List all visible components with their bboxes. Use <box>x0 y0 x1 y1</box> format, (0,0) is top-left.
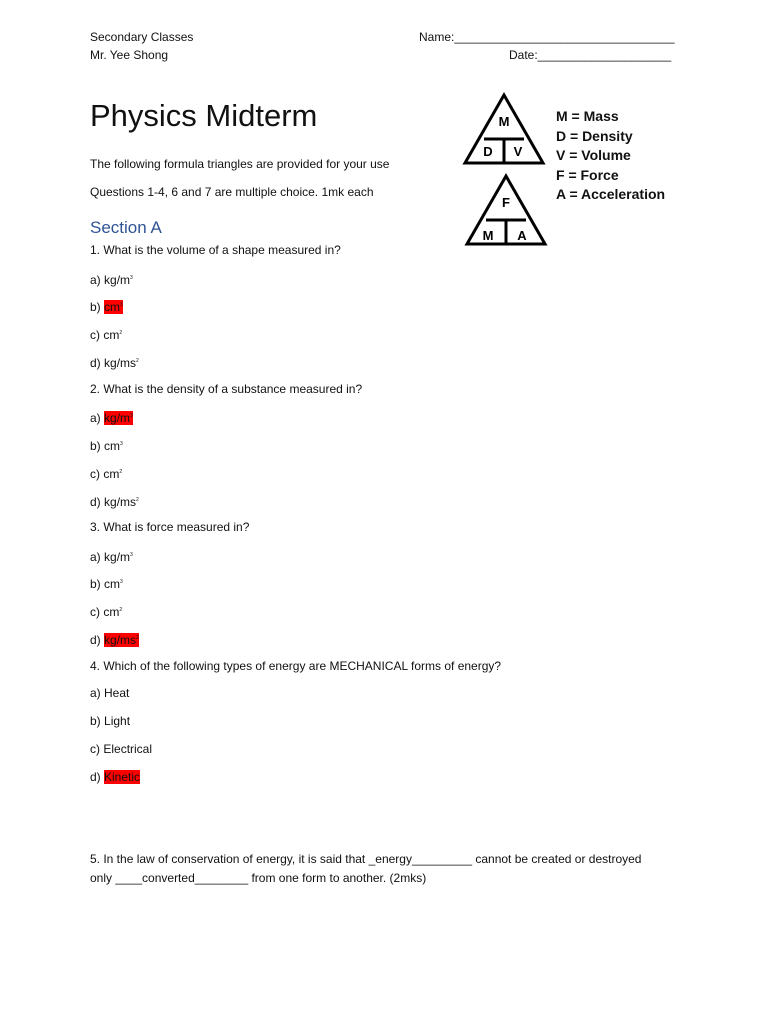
option-exponent: 2 <box>136 358 139 364</box>
question-1-option-c <box>90 325 122 344</box>
option-answer: kg/m <box>104 411 131 425</box>
legend-density: D = Density <box>556 127 633 144</box>
highlighted-answer <box>104 633 139 647</box>
question-1-option-b <box>90 297 123 316</box>
option-exponent: 3 <box>120 441 123 447</box>
option-answer: cm <box>104 439 121 453</box>
question-4-option-b <box>90 713 130 730</box>
option-answer: kg/m <box>104 550 131 564</box>
question-3-option-c <box>90 602 122 621</box>
question-3-option-d <box>90 630 139 649</box>
name-field-label: Name:_________________________________ <box>419 30 675 44</box>
option-prefix: a) <box>90 411 101 425</box>
question-4-text: 4. Which of the following types of energy are MECHANICAL forms of energy? <box>90 659 502 673</box>
density-formula-triangle <box>462 92 546 166</box>
option-exponent: 2 <box>136 635 139 641</box>
intro-line-formula: The following formula triangles are provided for your use <box>90 157 390 171</box>
legend-acceleration: A = Acceleration <box>556 186 666 202</box>
question-3-option-a <box>90 547 133 566</box>
question-4-option-c <box>90 741 152 758</box>
option-prefix: c) <box>90 742 100 756</box>
triangle-left-label: D <box>483 144 493 159</box>
option-exponent: 2 <box>119 607 123 613</box>
school-name: Secondary Classes <box>90 30 194 44</box>
option-answer: cm <box>103 467 120 481</box>
question-2-text: 2. What is the density of a substance measured in? <box>90 382 363 396</box>
legend-volume: V = Volume <box>556 147 631 163</box>
option-prefix: b) <box>90 300 101 314</box>
option-exponent: 2 <box>119 469 123 475</box>
option-prefix: d) <box>90 356 101 370</box>
triangle-left-label: M <box>482 228 494 243</box>
option-answer: kg/ms <box>104 356 137 370</box>
question-1-option-a <box>90 270 133 289</box>
option-prefix: a) <box>90 273 101 287</box>
option-exponent: 2 <box>119 330 123 336</box>
page-title: Physics Midterm <box>90 98 318 133</box>
option-prefix: c) <box>90 605 100 619</box>
legend-force: F = Force <box>556 166 619 183</box>
question-5-line-2: only ____converted________ from one form to another. (2mks) <box>90 871 427 885</box>
question-2-option-d <box>90 492 139 511</box>
intro-line-instructions: Questions 1-4, 6 and 7 are multiple choice. 1mk each <box>90 185 374 199</box>
option-prefix: b) <box>90 577 101 591</box>
highlighted-answer <box>104 300 123 314</box>
question-3-option-b <box>90 574 123 593</box>
option-prefix: a) <box>90 686 101 700</box>
option-answer: cm <box>103 605 120 619</box>
triangle-right-label: V <box>513 144 523 159</box>
option-prefix: b) <box>90 439 101 453</box>
option-exponent: 3 <box>130 552 133 558</box>
question-5-line-1: 5. In the law of conservation of energy, it is said that _energy_________ cannot be created or destroyed <box>90 852 642 866</box>
option-answer: Electrical <box>103 742 153 756</box>
question-4-option-a <box>90 685 129 702</box>
option-answer: Kinetic <box>104 770 141 784</box>
option-prefix: c) <box>90 328 100 342</box>
option-answer: kg/ms <box>104 633 137 647</box>
option-answer: cm <box>104 300 121 314</box>
question-1-option-d <box>90 353 139 372</box>
option-prefix: a) <box>90 550 101 564</box>
legend-mass: M = Mass <box>556 108 619 124</box>
option-prefix: d) <box>90 495 101 509</box>
option-answer: cm <box>104 577 121 591</box>
highlighted-answer <box>104 770 140 784</box>
option-answer: kg/m <box>104 273 131 287</box>
option-exponent: 3 <box>120 302 123 308</box>
option-answer: Light <box>104 714 131 728</box>
highlighted-answer <box>104 411 133 425</box>
option-prefix: d) <box>90 770 101 784</box>
question-4-option-d <box>90 769 140 786</box>
option-prefix: d) <box>90 633 101 647</box>
triangle-right-label: A <box>517 228 527 243</box>
formula-legend <box>556 107 665 205</box>
question-1-text: 1. What is the volume of a shape measured in? <box>90 243 341 257</box>
teacher-name: Mr. Yee Shong <box>90 48 169 62</box>
option-exponent: 3 <box>120 579 123 585</box>
force-formula-triangle <box>464 173 548 247</box>
option-prefix: b) <box>90 714 101 728</box>
triangle-apex-label: M <box>498 114 510 129</box>
date-field-label: Date:____________________ <box>509 48 672 62</box>
option-exponent: 3 <box>130 413 133 419</box>
option-prefix: c) <box>90 467 100 481</box>
section-heading: Section A <box>90 218 162 237</box>
option-answer: cm <box>103 328 120 342</box>
triangle-apex-label: F <box>502 195 510 210</box>
question-2-option-c <box>90 464 122 483</box>
question-2-option-a <box>90 408 133 427</box>
option-exponent: 3 <box>130 275 133 281</box>
option-exponent: 2 <box>136 497 139 503</box>
question-3-text: 3. What is force measured in? <box>90 520 250 534</box>
option-answer: kg/ms <box>104 495 137 509</box>
option-answer: Heat <box>104 686 130 700</box>
question-2-option-b <box>90 436 123 455</box>
